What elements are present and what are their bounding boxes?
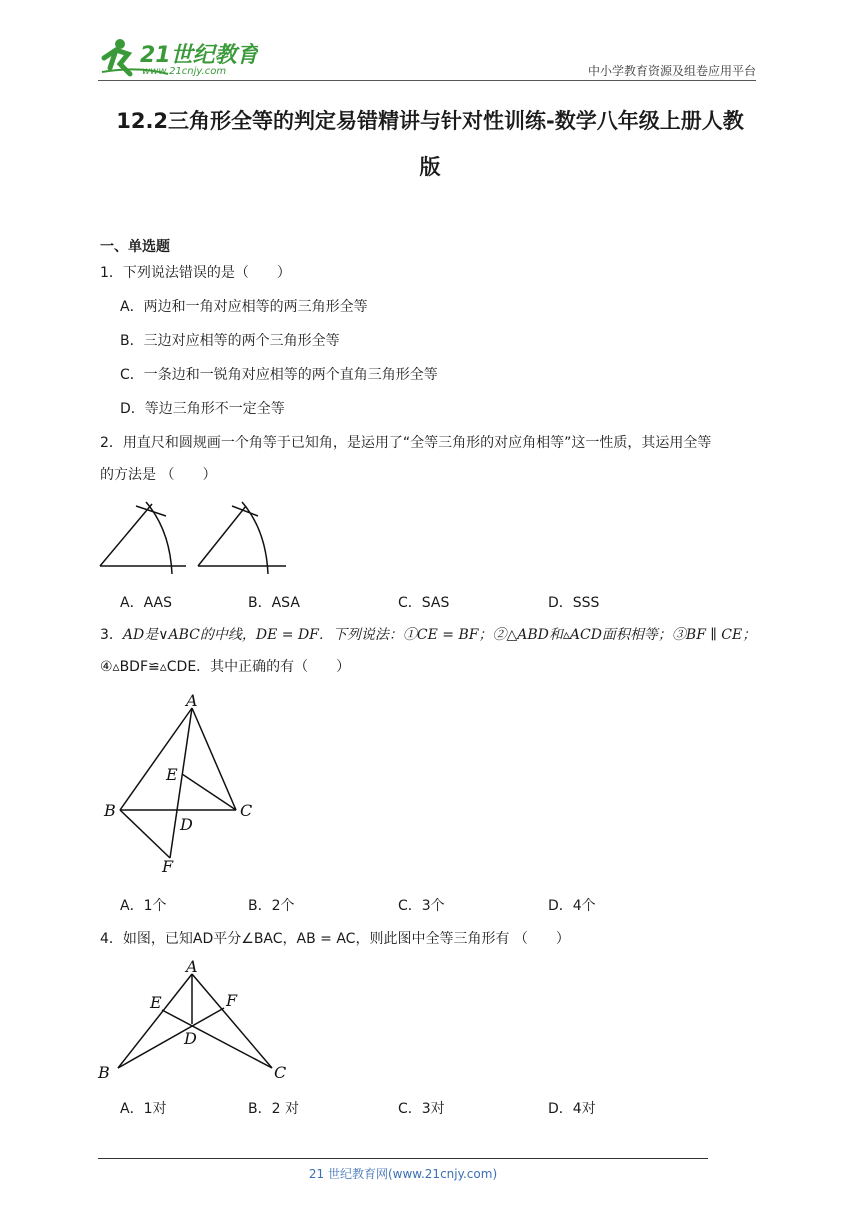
q3-label-a: A [186, 692, 198, 710]
q3-label-c: C [240, 801, 253, 820]
logo [98, 34, 258, 78]
q2-stem-line-2: 的方法是 （ ） [100, 467, 217, 483]
q3-stem-text: AD是∨ABC的中线，DE = DF．下列说法：①CE = BF；②△ABD和▵ACD面积相等；③BF ∥ CE； [122, 627, 757, 643]
title-line-1: 12.2三角形全等的判定易错精讲与针对性训练-数学八年级上册人教 [116, 109, 744, 133]
q3-option-d: D．4个 [548, 898, 596, 914]
q1-option-c: C．一条边和一锐角对应相等的两个直角三角形全等 [120, 367, 438, 383]
q4-label-b: B [98, 1063, 110, 1082]
q4-label-c: C [274, 1063, 287, 1082]
q4-label-f: F [226, 991, 238, 1010]
q3-label-b: B [104, 801, 116, 820]
q2-option-a: A．AAS [120, 595, 173, 611]
q3-label-e: E [166, 765, 178, 784]
q3-stem-line-1 [100, 624, 756, 646]
q4-stem: 4．如图，已知AD平分∠BAC，AB = AC，则此图中全等三角形有 （ ） [100, 931, 570, 947]
q4-option-c: C．3对 [398, 1101, 445, 1117]
runner-logo-icon [98, 34, 258, 78]
q3-stem-line-2: ④▵BDF≌▵CDE．其中正确的有（ ） [100, 659, 351, 675]
q3-triangle-figure [100, 692, 270, 876]
q2-option-c: C．SAS [398, 595, 450, 611]
q3-option-a: A．1个 [120, 898, 167, 914]
logo-url: www.21cnjy.com [142, 66, 227, 77]
q4-triangle-figure [96, 956, 296, 1084]
q3-option-c: C．3个 [398, 898, 445, 914]
q3-label-d: D [180, 815, 193, 834]
q2-option-b: B．ASA [248, 595, 300, 611]
q4-option-d: D．4对 [548, 1101, 596, 1117]
footer-link[interactable]: 21 世纪教育网(www.21cnjy.com) [308, 1167, 498, 1181]
q4-label-d: D [184, 1029, 197, 1048]
q1-option-a: A．两边和一角对应相等的两三角形全等 [120, 299, 368, 315]
q1-option-b: B．三边对应相等的两个三角形全等 [120, 333, 340, 349]
q4-label-a: A [186, 957, 198, 976]
logo-text: 21世纪教育 [140, 43, 258, 68]
header-platform-text: 中小学教育资源及组卷应用平台 [587, 64, 756, 78]
q3-number: 3． [100, 627, 123, 643]
footer-divider [98, 1158, 708, 1159]
q2-stem-line-1: 2．用直尺和圆规画一个角等于已知角，是运用了“全等三角形的对应角相等”这一性质，其运用全等 [100, 435, 712, 451]
q2-figure [96, 494, 306, 580]
q2-option-d: D．SSS [548, 595, 600, 611]
q4-label-e: E [150, 993, 162, 1012]
header-divider [98, 80, 756, 81]
title-line-2: 版 [419, 155, 441, 179]
q3-option-b: B．2个 [248, 898, 295, 914]
q4-option-a: A．1对 [120, 1101, 167, 1117]
q3-label-f: F [162, 857, 174, 876]
q4-option-b: B．2 对 [248, 1101, 299, 1117]
q1-option-d: D．等边三角形不一定全等 [120, 401, 285, 417]
section-heading: 一、单选题 [100, 239, 170, 255]
q1-stem: 1．下列说法错误的是（ ） [100, 265, 291, 281]
